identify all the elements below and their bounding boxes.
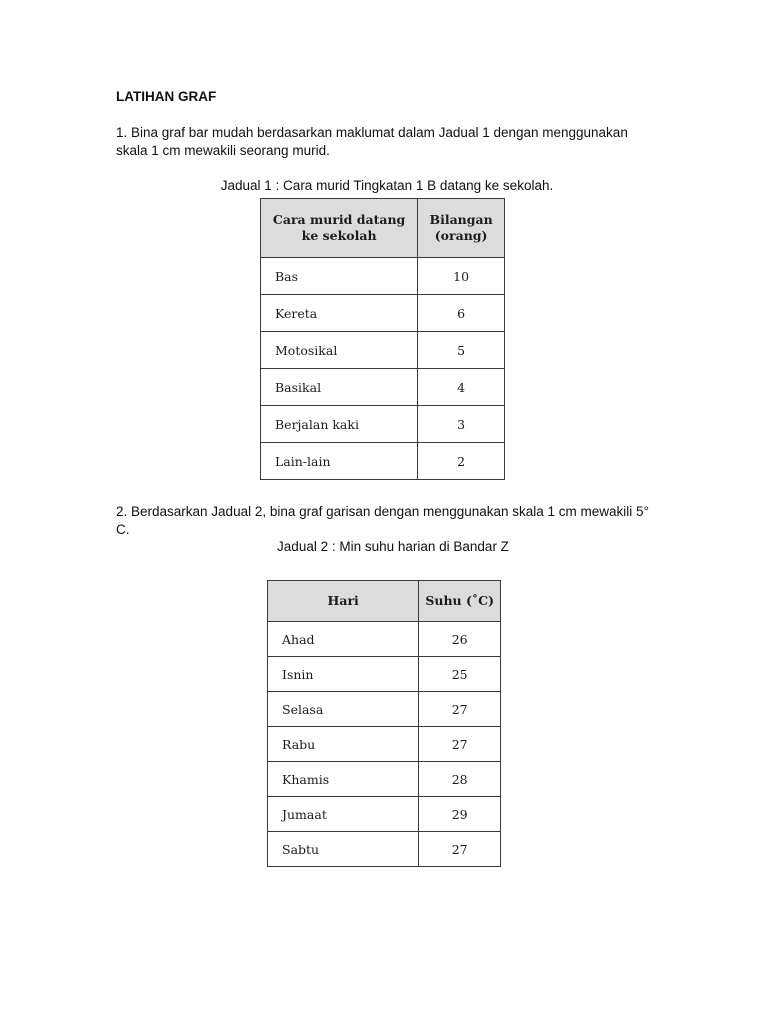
row-label: Basikal — [261, 369, 418, 406]
question-2-text: 2. Berdasarkan Jadual 2, bina graf garisan dengan menggunakan skala 1 cm mewakili 5° C. — [116, 504, 649, 537]
table-header-cell: Suhu (˚C) — [419, 581, 501, 622]
row-label: Berjalan kaki — [261, 406, 418, 443]
row-value: 3 — [418, 406, 505, 443]
row-label: Ahad — [268, 622, 419, 657]
header-text: (orang) — [434, 228, 488, 243]
header-text: ke sekolah — [301, 228, 377, 243]
header-text: Cara murid datang — [272, 212, 406, 227]
page-title: LATIHAN GRAF — [116, 89, 217, 104]
row-value: 28 — [419, 762, 501, 797]
table-row — [268, 692, 501, 727]
table-row — [268, 797, 501, 832]
table-row — [268, 657, 501, 692]
table-row — [268, 727, 501, 762]
table-row — [261, 295, 505, 332]
table-header-cell — [261, 199, 418, 258]
table-row — [261, 443, 505, 480]
row-label: Selasa — [268, 692, 419, 727]
table-header-cell — [418, 199, 505, 258]
table-row — [268, 832, 501, 867]
row-label: Kereta — [261, 295, 418, 332]
header-text: Bilangan — [429, 212, 493, 227]
row-value: 29 — [419, 797, 501, 832]
table-row — [261, 369, 505, 406]
table-header-cell: Hari — [268, 581, 419, 622]
row-label: Khamis — [268, 762, 419, 797]
row-label: Motosikal — [261, 332, 418, 369]
row-label: Bas — [261, 258, 418, 295]
table-2 — [267, 580, 501, 867]
table-row — [261, 332, 505, 369]
row-label: Sabtu — [268, 832, 419, 867]
table-header-row — [261, 199, 505, 258]
row-label: Isnin — [268, 657, 419, 692]
row-label: Rabu — [268, 727, 419, 762]
row-label: Jumaat — [268, 797, 419, 832]
row-value: 2 — [418, 443, 505, 480]
row-value: 27 — [419, 832, 501, 867]
row-value: 10 — [418, 258, 505, 295]
row-value: 5 — [418, 332, 505, 369]
row-value: 6 — [418, 295, 505, 332]
table-row — [268, 622, 501, 657]
row-value: 25 — [419, 657, 501, 692]
row-value: 4 — [418, 369, 505, 406]
row-value: 27 — [419, 692, 501, 727]
table-row — [268, 762, 501, 797]
table-1 — [260, 198, 505, 480]
table-row — [261, 258, 505, 295]
question-1-text: 1. Bina graf bar mudah berdasarkan maklumat dalam Jadual 1 dengan menggunakan skala 1 cm mewakili seorang murid. — [116, 125, 628, 158]
table-1-caption: Jadual 1 : Cara murid Tingkatan 1 B datang ke sekolah. — [220, 178, 554, 193]
row-value: 26 — [419, 622, 501, 657]
row-value: 27 — [419, 727, 501, 762]
table-2-caption: Jadual 2 : Min suhu harian di Bandar Z — [277, 539, 509, 554]
table-header-row — [268, 581, 501, 622]
table-row — [261, 406, 505, 443]
row-label: Lain-lain — [261, 443, 418, 480]
